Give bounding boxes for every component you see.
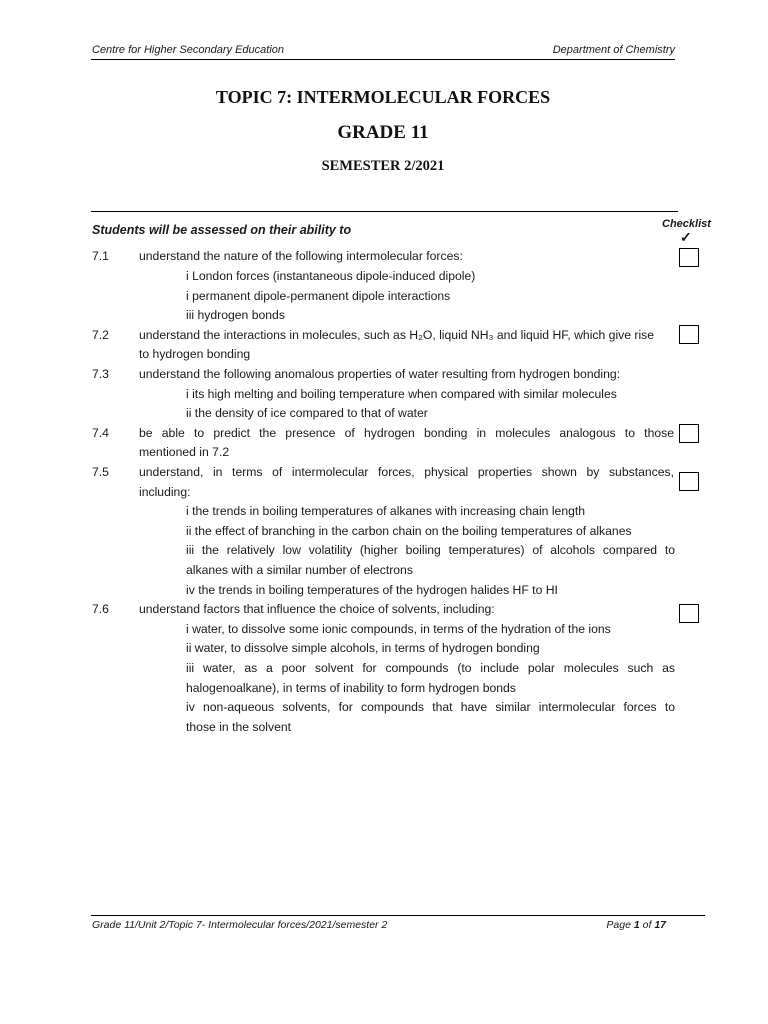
sub-objective: ii the density of ice compared to that of water [186,406,428,420]
objective-number: 7.5 [92,465,109,479]
semester-title: SEMESTER 2/2021 [321,158,445,174]
objective-text: understand the following anomalous properties of water resulting from hydrogen bonding: [139,367,621,381]
checkbox-7-6[interactable] [679,604,699,623]
page-number: Page 1 of 17 [606,919,666,931]
objective-number: 7.2 [92,328,109,342]
sub-objective: halogenoalkane), in terms of inability to form hydrogen bonds [186,681,516,695]
checkbox-7-2[interactable] [679,325,699,344]
section-divider [91,211,678,212]
objective-text: including: [139,485,191,499]
sub-objective: iii hydrogen bonds [186,308,285,322]
sub-objective: iv non-aqueous solvents, for compounds that have similar intermolecular forces to [186,700,675,714]
objective-text: understand the interactions in molecules, such as H₂O, liquid NH₃ and liquid HF, which give rise [139,328,655,342]
objective-text: mentioned in 7.2 [139,445,230,459]
sub-objective: alkanes with a similar number of electrons [186,563,413,577]
page-header-left: Centre for Higher Secondary Education [92,44,284,56]
objective-number: 7.1 [92,249,109,263]
sub-objective: i London forces (instantaneous dipole-induced dipole) [186,269,476,283]
page-header-right: Department of Chemistry [552,44,675,56]
checkbox-7-5[interactable] [679,472,699,491]
sub-objective: those in the solvent [186,720,292,734]
sub-objective: ii water, to dissolve simple alcohols, in terms of hydrogen bonding [186,641,540,655]
objective-number: 7.3 [92,367,109,381]
topic-title: TOPIC 7: INTERMOLECULAR FORCES [215,87,551,107]
sub-objective: i the trends in boiling temperatures of alkanes with increasing chain length [186,504,586,518]
objective-text: be able to predict the presence of hydrogen bonding in molecules analogous to those [139,426,674,440]
sub-objective: iv the trends in boiling temperatures of the hydrogen halides HF to HI [186,583,558,597]
grade-title: GRADE 11 [337,122,429,143]
sub-objective: ii the effect of branching in the carbon chain on the boiling temperatures of alkanes [186,524,632,538]
sub-objective: i permanent dipole-permanent dipole interactions [186,289,451,303]
assessment-intro: Students will be assessed on their ability to [92,223,352,237]
sub-objective: i water, to dissolve some ionic compounds, in terms of the hydration of the ions [186,622,611,636]
sub-objective: iii the relatively low volatility (higher boiling temperatures) of alcohols compared to [186,543,675,557]
checklist-label: Checklist [662,218,711,230]
objective-text: understand, in terms of intermolecular forces, physical properties shown by substances, [139,465,674,479]
objective-text: understand the nature of the following intermolecular forces: [139,249,463,263]
header-divider [91,59,675,60]
footer-left: Grade 11/Unit 2/Topic 7- Intermolecular forces/2021/semester 2 [92,919,388,931]
objective-number: 7.4 [92,426,109,440]
checkbox-7-1[interactable] [679,248,699,267]
checkbox-7-4[interactable] [679,424,699,443]
checkmark-icon: ✓ [680,229,692,245]
footer-divider [91,915,705,916]
objective-text: understand factors that influence the choice of solvents, including: [139,602,495,616]
objective-number: 7.6 [92,602,109,616]
sub-objective: iii water, as a poor solvent for compounds (to include polar molecules such as [186,661,675,675]
sub-objective: i its high melting and boiling temperature when compared with similar molecules [186,387,617,401]
objective-text: to hydrogen bonding [139,347,251,361]
